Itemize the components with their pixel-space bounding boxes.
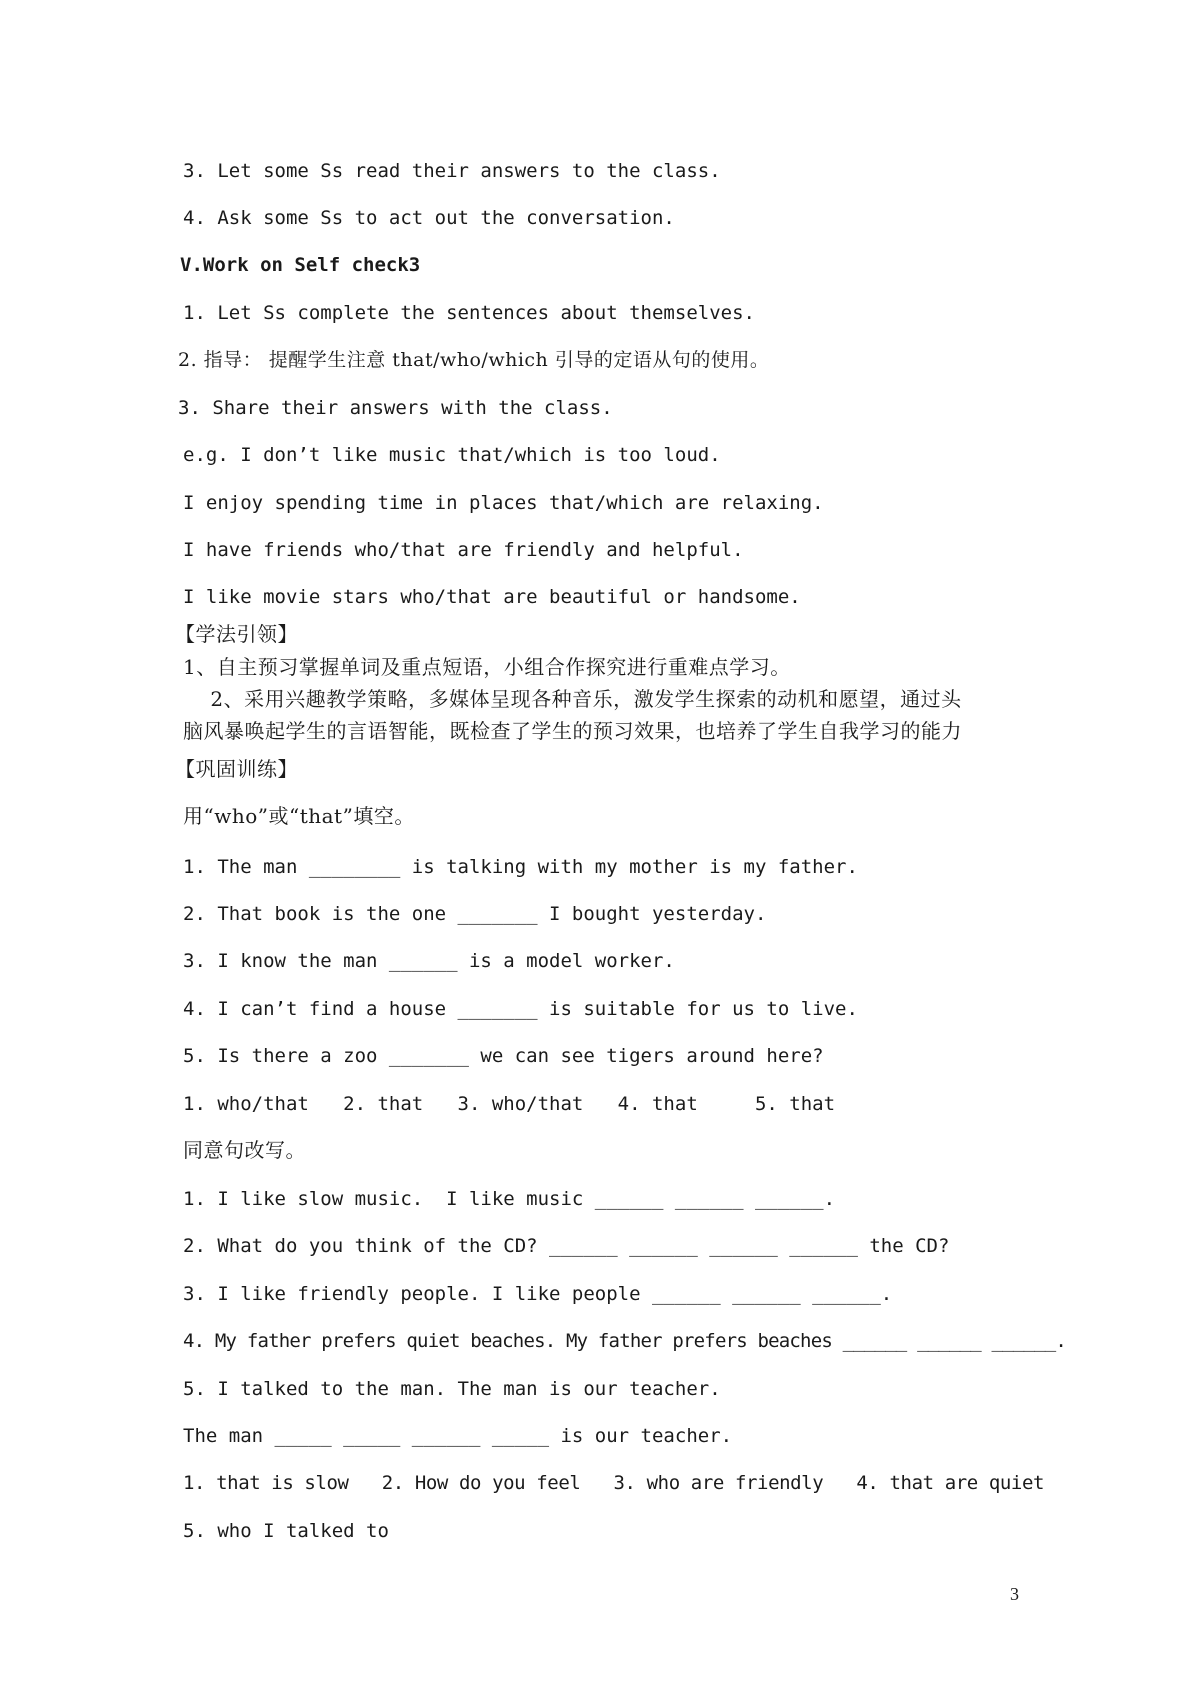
example-line-1: e.g. I don’t like music that/which is too loud.	[183, 444, 721, 466]
study-method-item-2: 2、采用兴趣教学策略，多媒体呈现各种音乐，激发学生探索的动机和愿望，通过头	[183, 687, 962, 711]
study-method-item-2-cont: 脑风暴唤起学生的言语智能，既检查了学生的预习效果，也培养了学生自我学习的能力	[183, 719, 962, 743]
rewrite-instruction: 同意句改写。	[183, 1138, 306, 1162]
step-4-act-out: 4. Ask some Ss to act out the conversation.	[183, 207, 675, 229]
fill-question-5: 5. Is there a zoo _______ we can see tigers around here?	[183, 1045, 824, 1067]
rewrite-question-5: 5. I talked to the man. The man is our teacher.	[183, 1378, 721, 1400]
study-method-item-1: 1、自主预习掌握单词及重点短语，小组合作探究进行重难点学习。	[183, 655, 791, 679]
fill-answers: 1. who/that 2. that 3. who/that 4. that 5. that	[183, 1093, 836, 1115]
rewrite-question-1: 1. I like slow music. I like music ______ ______ ______.	[183, 1188, 836, 1210]
practice-heading: 【巩固训练】	[175, 757, 298, 781]
step-1-complete-sentences: 1. Let Ss complete the sentences about themselves.	[183, 302, 755, 324]
fill-question-1: 1. The man ________ is talking with my mother is my father.	[183, 856, 858, 878]
rewrite-question-4: 4. My father prefers quiet beaches. My father prefers beaches ______ ______ ______.	[183, 1330, 1067, 1352]
step-3-read-answers: 3. Let some Ss read their answers to the class.	[183, 160, 721, 182]
rewrite-answers: 1. that is slow 2. How do you feel 3. who are friendly 4. that are quiet	[183, 1472, 1045, 1494]
section-v-heading: V.Work on Self check3	[180, 254, 421, 276]
rewrite-question-2: 2. What do you think of the CD? ______ ______ ______ ______ the CD?	[183, 1235, 950, 1257]
rewrite-question-3: 3. I like friendly people. I like people ______ ______ ______.	[183, 1283, 893, 1305]
study-method-heading: 【学法引领】	[175, 622, 298, 646]
fill-in-instruction: 用“who”或“that”填空。	[183, 804, 415, 828]
rewrite-answer-5: 5. who I talked to	[183, 1520, 389, 1542]
step-2-guidance: 2. 指导： 提醒学生注意 that/who/which 引导的定语从句的使用。	[178, 349, 770, 371]
fill-question-3: 3. I know the man ______ is a model worker.	[183, 950, 675, 972]
example-line-3: I have friends who/that are friendly and helpful.	[183, 539, 744, 561]
example-line-4: I like movie stars who/that are beautiful or handsome.	[183, 586, 801, 608]
example-line-2: I enjoy spending time in places that/which are relaxing.	[183, 492, 824, 514]
fill-question-4: 4. I can’t find a house _______ is suitable for us to live.	[183, 998, 858, 1020]
fill-question-2: 2. That book is the one _______ I bought yesterday.	[183, 903, 767, 925]
page-number: 3	[1010, 1584, 1019, 1604]
step-3-share-answers: 3. Share their answers with the class.	[178, 397, 613, 419]
rewrite-question-5-cont: The man _____ _____ ______ _____ is our teacher.	[183, 1425, 733, 1447]
